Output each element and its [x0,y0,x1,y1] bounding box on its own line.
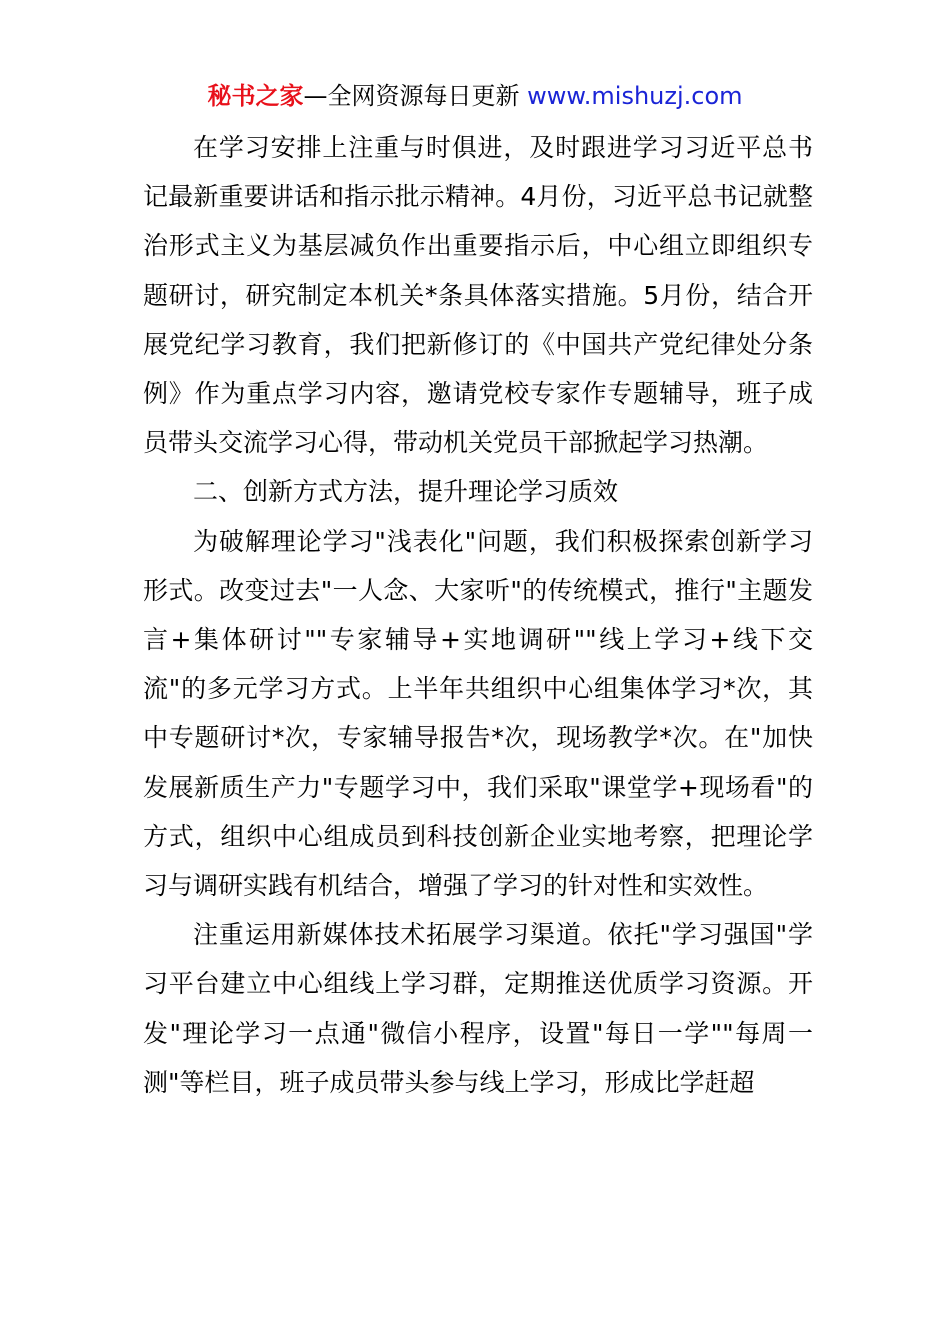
paragraph-study-methods: 为破解理论学习"浅表化"问题，我们积极探索创新学习形式。改变过去"一人念、大家听"的传统模式，推行"主题发言+集体研讨""专家辅导+实地调研""线上学习+线下交流"的多元学习方式。上半年共组织中心组集体学习*次，其中专题研讨*次，专家辅导报告*次，现场教学*次。在"加快发展新质生产力"专题学习中，我们采取"课堂学+现场看"的方式，组织中心组成员到科技创新企业实地考察，把理论学习与调研实践有机结合，增强了学习的针对性和实效性。 [143,526,813,901]
header-tagline: —全网资源每日更新 [303,82,528,110]
paragraph-study-arrangement: 在学习安排上注重与时俱进，及时跟进学习习近平总书记最新重要讲话和指示批示精神。4月份，习近平总书记就整治形式主义为基层减负作出重要指示后，中心组立即组织专题研讨，研究制定本机关*条具体落实措施。5月份，结合开展党纪学习教育，我们把新修订的《中国共产党纪律处分条例》作为重点学习内容，邀请党校专家作专题辅导，班子成员带头交流学习心得，带动机关党员干部掀起学习热潮。 [143,133,813,458]
paragraph-new-media: 注重运用新媒体技术拓展学习渠道。依托"学习强国"学习平台建立中心组线上学习群，定期推送优质学习资源。开发"理论学习一点通"微信小程序，设置"每日一学""每周一测"等栏目，班子成员带头参与线上学习，形成比学赶超 [143,920,813,1097]
section-heading-innovation: 二、创新方式方法，提升理论学习质效 [193,477,619,507]
header-brand: 秘书之家 [207,82,304,110]
page-header [0,80,950,112]
header-url: www.mishuzj.com [527,82,743,110]
document-body [143,123,813,1107]
